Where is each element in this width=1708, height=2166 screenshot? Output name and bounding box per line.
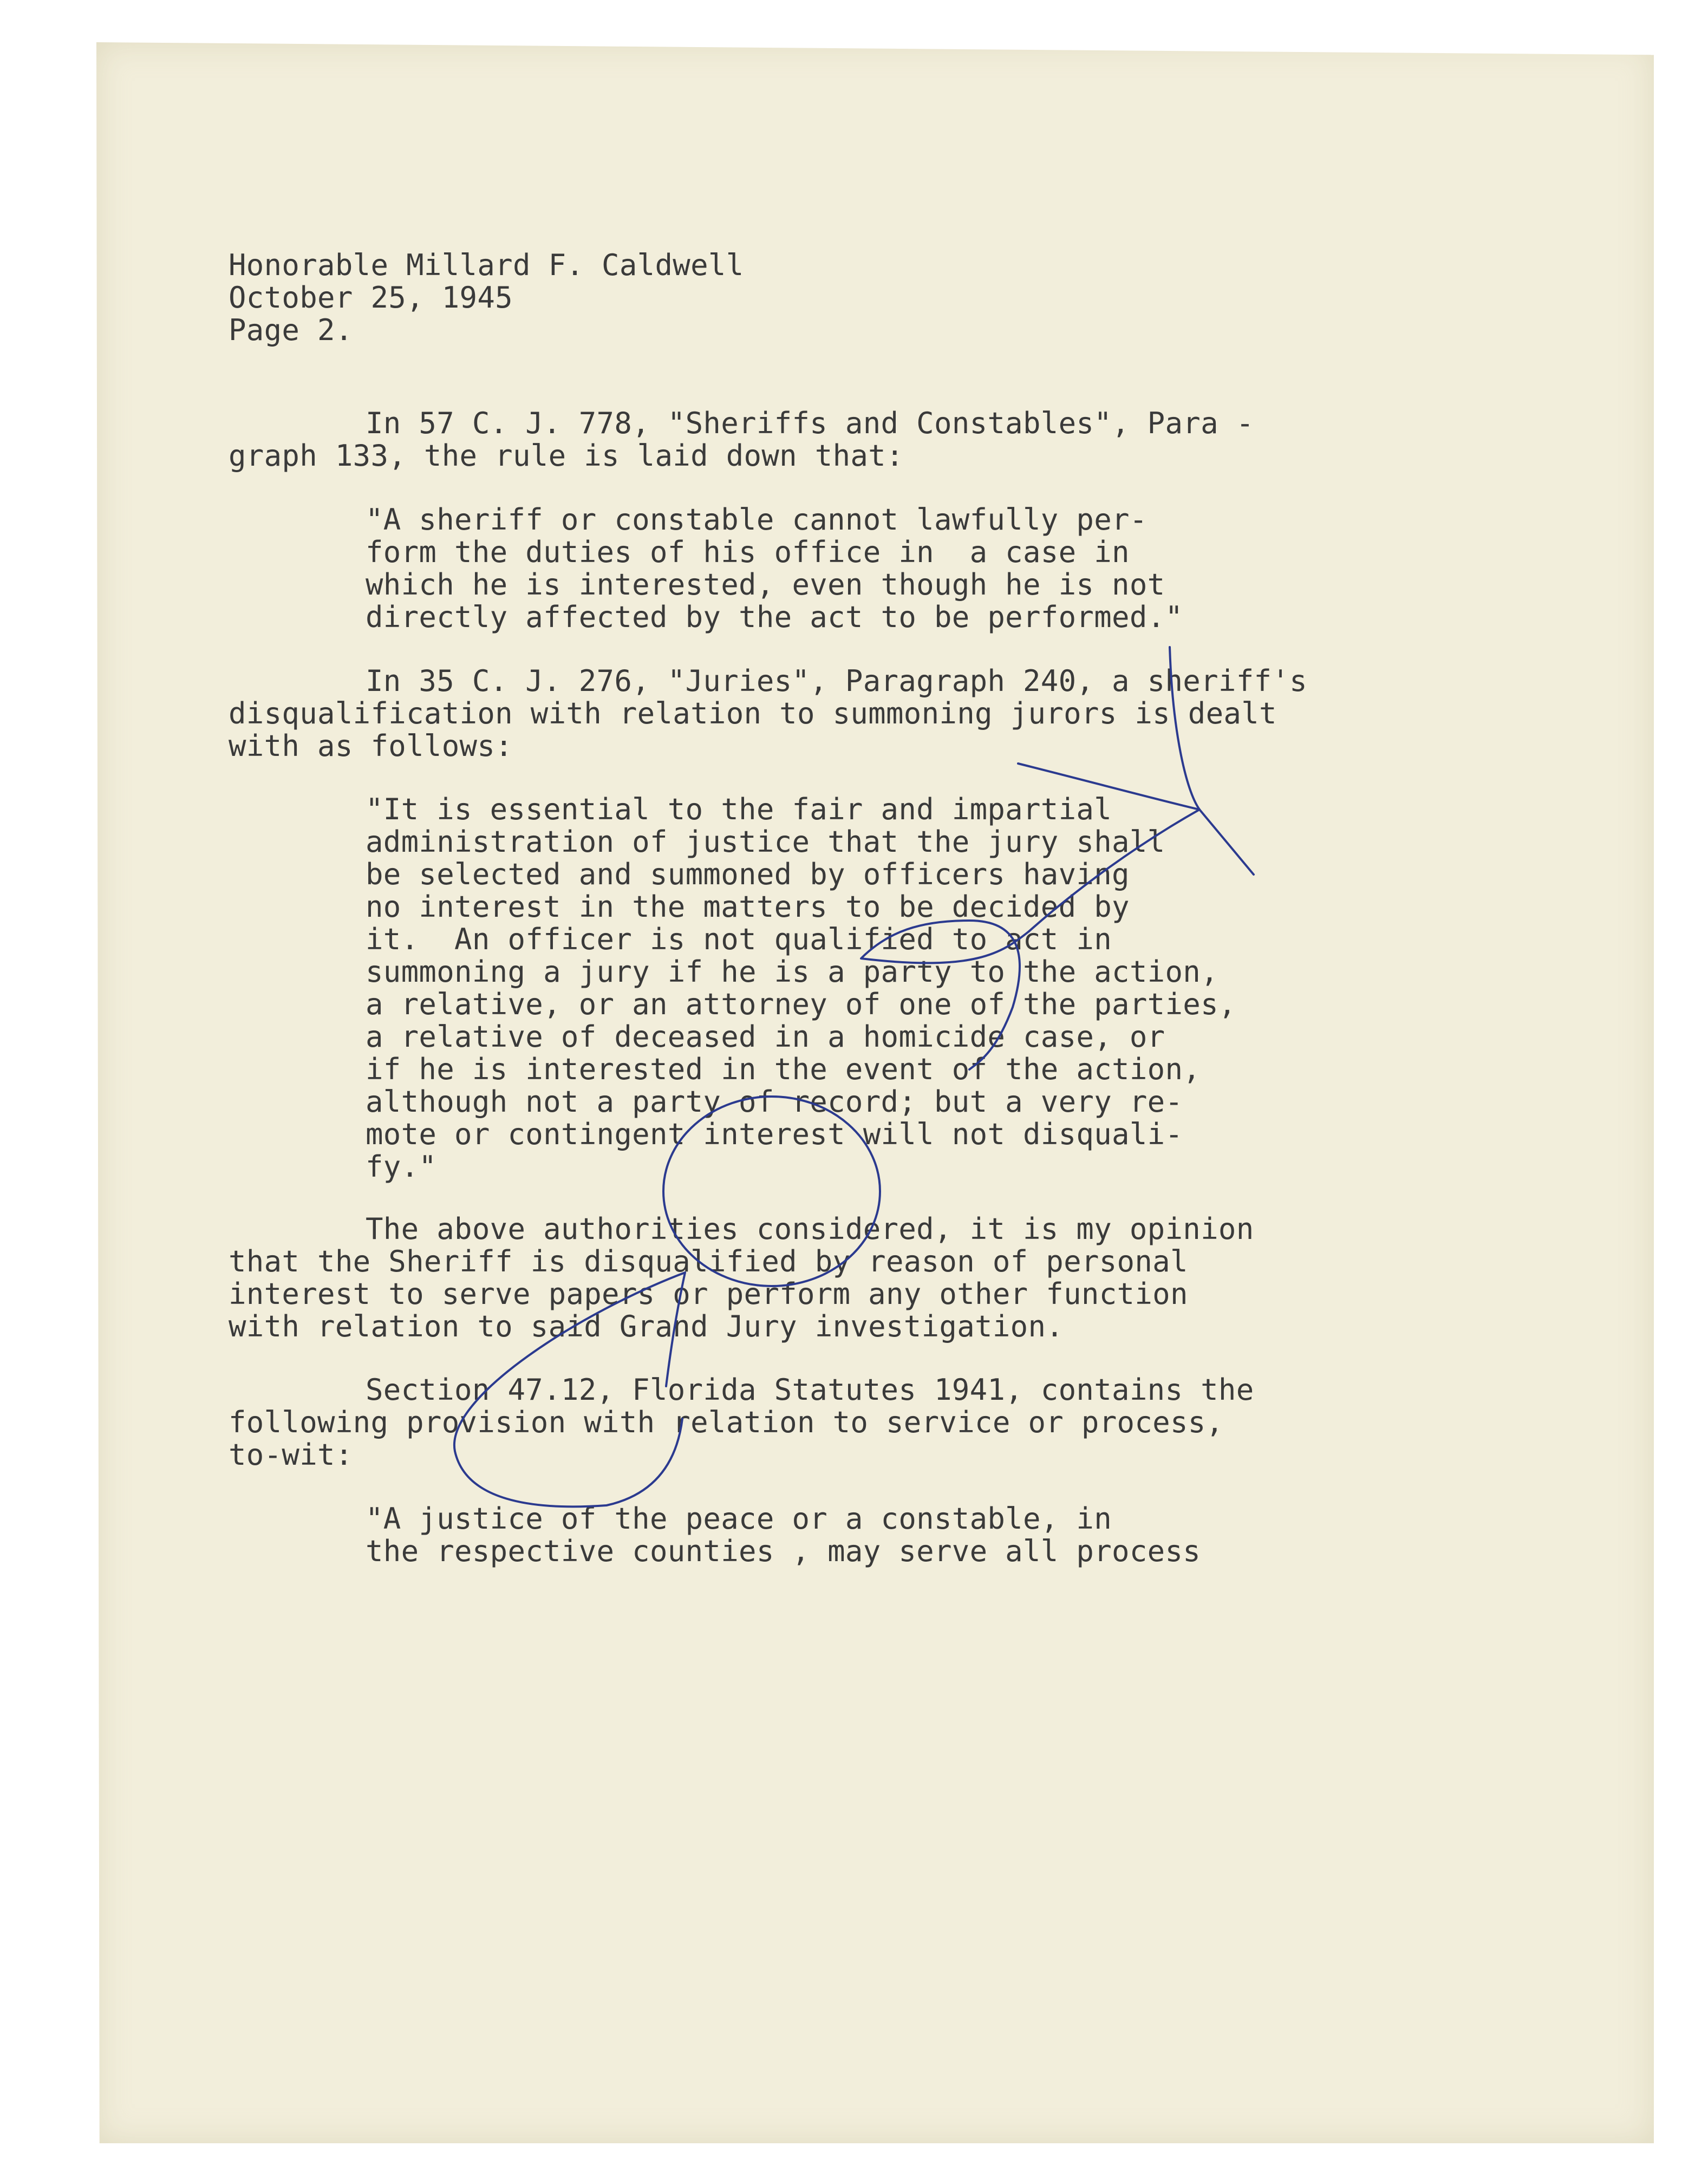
p1-line-1: In 57 C. J. 778, "Sheriffs and Constables", Para - <box>366 406 1254 440</box>
q2-line-7: a relative, or an attorney of one of the parties, <box>366 987 1236 1021</box>
q3-line-1: "A justice of the peace or a constable, in <box>366 1502 1112 1536</box>
q2-line-12: fy." <box>366 1150 437 1184</box>
q2-line-8: a relative of deceased in a homicide case, or <box>366 1020 1165 1054</box>
p2-line-3: with as follows: <box>229 729 513 763</box>
q2-line-10: although not a party of record; but a very re- <box>366 1085 1183 1119</box>
q1-line-4: directly affected by the act to be performed." <box>366 600 1183 634</box>
p1-line-2: graph 133, the rule is laid down that: <box>229 439 904 473</box>
p3-line-4: with relation to said Grand Jury investigation. <box>229 1309 1064 1343</box>
p4-line-1: Section 47.12, Florida Statutes 1941, contains the <box>366 1373 1254 1407</box>
recipient-line: Honorable Millard F. Caldwell <box>229 248 744 282</box>
q2-line-2: administration of justice that the jury shall <box>366 825 1165 859</box>
q2-line-9: if he is interested in the event of the action, <box>366 1052 1201 1086</box>
p3-line-2: that the Sheriff is disqualified by reason of personal <box>229 1244 1188 1278</box>
p4-line-3: to-wit: <box>229 1438 353 1472</box>
page-number: Page 2. <box>229 313 353 347</box>
q2-line-6: summoning a jury if he is a party to the action, <box>366 955 1218 989</box>
q2-line-5: it. An officer is not qualified to act in <box>366 922 1112 956</box>
date-line: October 25, 1945 <box>229 280 513 315</box>
q1-line-3: which he is interested, even though he is not <box>366 567 1165 602</box>
p3-line-3: interest to serve papers or perform any other function <box>229 1277 1188 1311</box>
p3-line-1: The above authorities considered, it is my opinion <box>366 1212 1254 1246</box>
q2-line-4: no interest in the matters to be decided by <box>366 890 1130 924</box>
q2-line-3: be selected and summoned by officers having <box>366 857 1130 891</box>
p2-line-1: In 35 C. J. 276, "Juries", Paragraph 240, a sheriff's <box>366 664 1307 698</box>
q1-line-1: "A sheriff or constable cannot lawfully per- <box>366 503 1148 537</box>
p2-line-2: disqualification with relation to summoning jurors is dealt <box>229 696 1277 730</box>
q3-line-2: the respective counties , may serve all process <box>366 1534 1201 1568</box>
q2-line-11: mote or contingent interest will not disquali- <box>366 1117 1183 1151</box>
p4-line-2: following provision with relation to service or process, <box>229 1405 1224 1439</box>
q1-line-2: form the duties of his office in a case in <box>366 535 1130 569</box>
q2-line-1: "It is essential to the fair and impartial <box>366 792 1112 826</box>
